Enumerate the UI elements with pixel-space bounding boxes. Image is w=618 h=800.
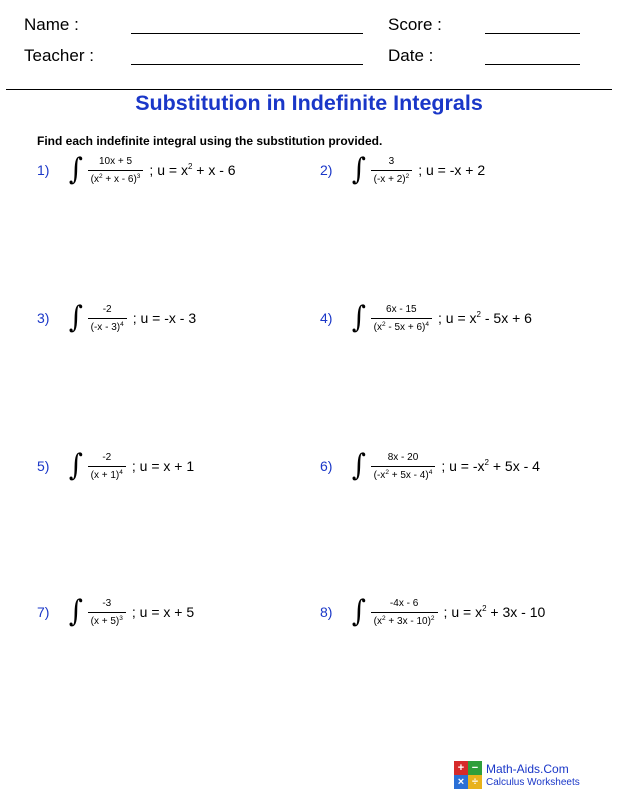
integrand-fraction	[88, 155, 144, 186]
minus-icon: −	[468, 761, 482, 775]
date-label: Date :	[388, 46, 434, 65]
problem-number: 3)	[37, 310, 50, 326]
teacher-field[interactable]	[131, 64, 363, 65]
substitution: ; $u = x^2 - 5x + 6$	[437, 310, 532, 326]
teacher-label: Teacher :	[24, 46, 94, 65]
substitution: ; u = -x - 3	[132, 310, 197, 326]
denominator: $(x^2 - 5x + 6)^4$	[371, 318, 432, 334]
substitution: ; $u = x^2 + x - 6$	[149, 162, 236, 178]
problem-7	[37, 588, 194, 636]
problem-3	[37, 294, 196, 342]
integrand-fraction	[371, 155, 413, 186]
integral-sign-icon: ∫	[68, 448, 83, 483]
integrand-fraction	[88, 451, 126, 482]
integral-sign-icon: ∫	[351, 300, 366, 335]
times-icon: ×	[454, 775, 468, 789]
problem-5	[37, 442, 194, 490]
substitution: ; $u = x^2 + 3x - 10$	[443, 604, 546, 620]
integral-sign-icon: ∫	[68, 594, 83, 629]
numerator: -3	[102, 597, 112, 609]
integral-sign-icon: ∫	[68, 300, 83, 335]
denominator: $(-x + 2)^2$	[371, 170, 413, 186]
header-divider	[6, 89, 612, 90]
numerator: 3	[388, 155, 395, 167]
score-field[interactable]	[485, 33, 580, 34]
substitution: ; u = x + 1	[131, 458, 195, 474]
problem-number: 1)	[37, 162, 50, 178]
denominator: $(x^2 + 3x - 10)^2$	[371, 612, 438, 628]
denominator: $(x^2 + x - 6)^3$	[88, 170, 144, 186]
substitution: ; u = x + 5	[131, 604, 195, 620]
divide-icon: ÷	[468, 775, 482, 789]
logo-text	[486, 762, 580, 790]
integral-sign-icon: ∫	[68, 152, 83, 187]
logo-tagline: Calculus Worksheets	[486, 777, 580, 788]
plus-icon: +	[454, 761, 468, 775]
integrand-fraction	[88, 597, 126, 628]
problem-number: 7)	[37, 604, 50, 620]
numerator: -2	[102, 451, 112, 463]
problem-2	[320, 146, 485, 194]
problem-6	[320, 442, 540, 490]
integrand-fraction	[371, 597, 438, 628]
integral-sign-icon: ∫	[351, 152, 366, 187]
substitution: ; u = -x + 2	[418, 162, 486, 178]
logo-site[interactable]: Math-Aids.Com	[486, 762, 569, 776]
problem-4	[320, 294, 532, 342]
integral-sign-icon: ∫	[351, 448, 366, 483]
numerator: 10x + 5	[98, 155, 133, 167]
problem-1	[37, 146, 236, 194]
name-label: Name :	[24, 15, 79, 34]
numerator: -2	[102, 303, 112, 315]
page-title: Substitution in Indefinite Integrals	[135, 91, 483, 115]
problem-number: 8)	[320, 604, 333, 620]
substitution: ; $u = -x^2 + 5x - 4$	[441, 458, 540, 474]
integrand-fraction	[88, 303, 127, 334]
problem-number: 2)	[320, 162, 333, 178]
date-field[interactable]	[485, 64, 580, 65]
denominator: $(x + 5)^3$	[88, 612, 126, 628]
integral-sign-icon: ∫	[351, 594, 366, 629]
integrand-fraction	[371, 303, 432, 334]
integrand-fraction	[371, 451, 436, 482]
instructions: Find each indefinite integral using the substitution provided.	[37, 134, 383, 148]
problem-number: 4)	[320, 310, 333, 326]
problem-8	[320, 588, 545, 636]
problem-number: 5)	[37, 458, 50, 474]
numerator: 6x - 15	[386, 303, 417, 315]
denominator: (-x - 3)$^4$	[88, 318, 127, 334]
math-aids-logo-icon	[454, 761, 482, 789]
problem-number: 6)	[320, 458, 333, 474]
numerator: -4x - 6	[389, 597, 419, 609]
name-field[interactable]	[131, 33, 363, 34]
denominator: $(-x^2 + 5x - 4)^4$	[371, 466, 436, 482]
denominator: $(x + 1)^4$	[88, 466, 126, 482]
numerator: 8x - 20	[387, 451, 419, 463]
score-label: Score :	[388, 15, 442, 34]
